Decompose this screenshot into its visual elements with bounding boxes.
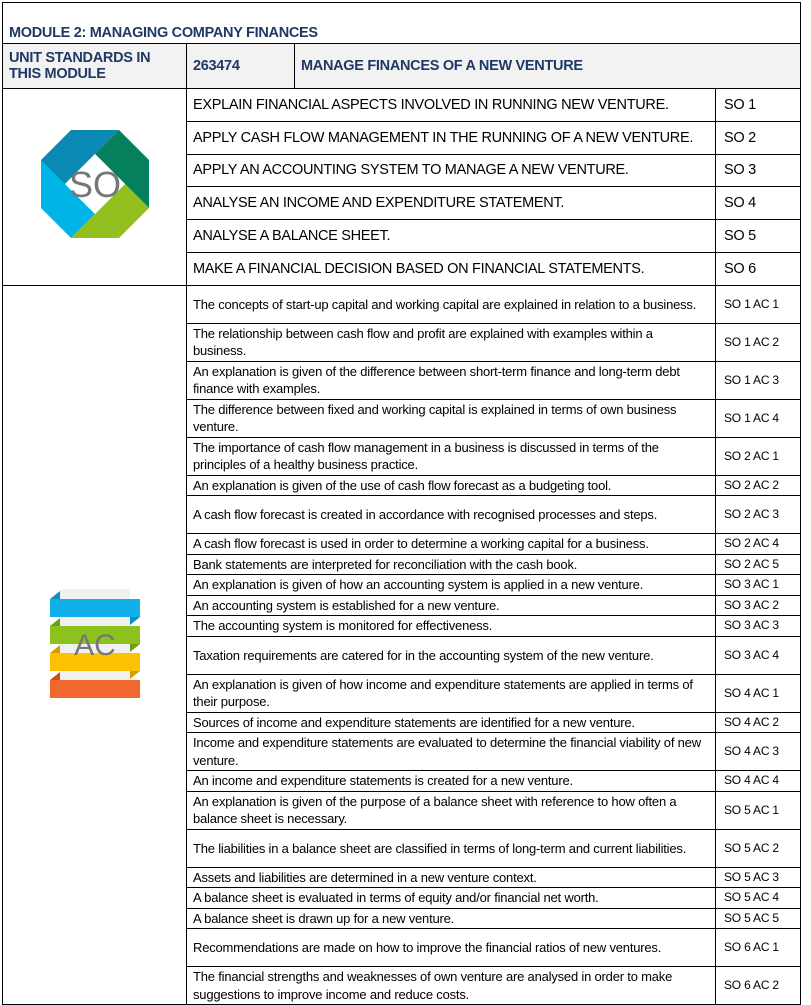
specific-outcome-code: SO 2: [716, 121, 801, 154]
assessment-criterion-text: A balance sheet is evaluated in terms of equity and/or financial net worth.: [187, 888, 716, 909]
specific-outcome-text: APPLY CASH FLOW MANAGEMENT IN THE RUNNING OF A NEW VENTURE.: [187, 121, 716, 154]
assessment-criterion-code: SO 3 AC 4: [716, 636, 801, 674]
assessment-criteria-icon: [45, 585, 145, 700]
assessment-criterion-text: The relationship between cash flow and profit are explained with examples within a business.: [187, 323, 716, 361]
assessment-criterion-code: SO 4 AC 3: [716, 733, 801, 771]
specific-outcome-code: SO 6: [716, 252, 801, 285]
assessment-criterion-text: An income and expenditure statements is created for a new venture.: [187, 771, 716, 792]
specific-outcome-code: SO 1: [716, 89, 801, 122]
specific-outcomes-icon: [35, 124, 155, 244]
assessment-criterion-code: SO 3 AC 1: [716, 575, 801, 596]
assessment-criterion-text: A cash flow forecast is created in accordance with recognised processes and steps.: [187, 496, 716, 534]
assessment-criterion-text: Income and expenditure statements are evaluated to determine the financial viability of new venture.: [187, 733, 716, 771]
ac-icon-cell: [3, 285, 187, 1005]
assessment-criterion-row: [3, 285, 801, 323]
assessment-criterion-text: A balance sheet is drawn up for a new venture.: [187, 908, 716, 929]
assessment-criterion-text: An explanation is given of how an accounting system is applied in a new venture.: [187, 575, 716, 596]
assessment-criterion-code: SO 3 AC 2: [716, 595, 801, 616]
module-table: [2, 2, 801, 1005]
assessment-criterion-text: Bank statements are interpreted for reconciliation with the cash book.: [187, 554, 716, 575]
unit-standard-title: MANAGE FINANCES OF A NEW VENTURE: [295, 44, 801, 89]
assessment-criterion-text: Sources of income and expenditure statements are identified for a new venture.: [187, 712, 716, 733]
assessment-criterion-code: SO 5 AC 2: [716, 829, 801, 867]
assessment-criterion-code: SO 1 AC 2: [716, 323, 801, 361]
assessment-criterion-code: SO 2 AC 1: [716, 437, 801, 475]
assessment-criterion-code: SO 4 AC 4: [716, 771, 801, 792]
assessment-criterion-text: The accounting system is monitored for effectiveness.: [187, 616, 716, 637]
specific-outcome-code: SO 4: [716, 187, 801, 220]
assessment-criterion-text: An explanation is given of the purpose of a balance sheet with reference to how often a balance sheet is necessary.: [187, 791, 716, 829]
assessment-criterion-code: SO 1 AC 4: [716, 399, 801, 437]
assessment-criterion-code: SO 2 AC 4: [716, 534, 801, 555]
assessment-criterion-text: An explanation is given of how income and expenditure statements are applied in terms of their purpose.: [187, 674, 716, 712]
specific-outcome-text: MAKE A FINANCIAL DECISION BASED ON FINANCIAL STATEMENTS.: [187, 252, 716, 285]
assessment-criterion-code: SO 1 AC 1: [716, 285, 801, 323]
assessment-criterion-code: SO 5 AC 4: [716, 888, 801, 909]
assessment-criterion-text: An explanation is given of the use of cash flow forecast as a budgeting tool.: [187, 475, 716, 496]
svg-text:SO: SO: [68, 164, 121, 206]
assessment-criterion-text: Recommendations are made on how to improve the financial ratios of new ventures.: [187, 929, 716, 967]
module-title-row: [3, 3, 801, 44]
assessment-criterion-text: The financial strengths and weaknesses of own venture are analysed in order to make suggestions to improve income and reduce costs.: [187, 967, 716, 1005]
so-icon-cell: [3, 89, 187, 286]
assessment-criterion-code: SO 2 AC 5: [716, 554, 801, 575]
assessment-criterion-text: The concepts of start-up capital and working capital are explained in relation to a business.: [187, 285, 716, 323]
assessment-criterion-code: SO 5 AC 3: [716, 867, 801, 888]
assessment-criterion-code: SO 5 AC 5: [716, 908, 801, 929]
assessment-criterion-text: An explanation is given of the difference between short-term finance and long-term debt finance with examples.: [187, 361, 716, 399]
assessment-criterion-code: SO 5 AC 1: [716, 791, 801, 829]
specific-outcome-text: ANALYSE AN INCOME AND EXPENDITURE STATEMENT.: [187, 187, 716, 220]
unit-standard-code: 263474: [187, 44, 295, 89]
assessment-criterion-text: Assets and liabilities are determined in a new venture context.: [187, 867, 716, 888]
specific-outcome-text: APPLY AN ACCOUNTING SYSTEM TO MANAGE A NEW VENTURE.: [187, 154, 716, 187]
assessment-criterion-code: SO 4 AC 1: [716, 674, 801, 712]
assessment-criterion-code: SO 3 AC 3: [716, 616, 801, 637]
assessment-criterion-code: SO 4 AC 2: [716, 712, 801, 733]
specific-outcome-row: [3, 89, 801, 122]
module-title: MODULE 2: MANAGING COMPANY FINANCES: [3, 3, 801, 44]
assessment-criterion-text: A cash flow forecast is used in order to determine a working capital for a business.: [187, 534, 716, 555]
unit-standards-label: UNIT STANDARDS IN THIS MODULE: [3, 44, 187, 89]
assessment-criterion-code: SO 2 AC 2: [716, 475, 801, 496]
assessment-criterion-text: An accounting system is established for a new venture.: [187, 595, 716, 616]
module-document: [2, 2, 800, 1005]
assessment-criterion-code: SO 6 AC 1: [716, 929, 801, 967]
specific-outcome-code: SO 5: [716, 220, 801, 253]
svg-text:AC: AC: [73, 629, 116, 663]
assessment-criterion-code: SO 2 AC 3: [716, 496, 801, 534]
unit-standard-header-row: [3, 44, 801, 89]
specific-outcome-text: ANALYSE A BALANCE SHEET.: [187, 220, 716, 253]
assessment-criterion-text: The importance of cash flow management in a business is discussed in terms of the principles of a healthy business practice.: [187, 437, 716, 475]
assessment-criterion-text: The difference between fixed and working capital is explained in terms of own business venture.: [187, 399, 716, 437]
assessment-criterion-text: Taxation requirements are catered for in the accounting system of the new venture.: [187, 636, 716, 674]
assessment-criterion-code: SO 1 AC 3: [716, 361, 801, 399]
assessment-criterion-code: SO 6 AC 2: [716, 967, 801, 1005]
specific-outcome-code: SO 3: [716, 154, 801, 187]
assessment-criterion-text: The liabilities in a balance sheet are classified in terms of long-term and current liabilities.: [187, 829, 716, 867]
specific-outcome-text: EXPLAIN FINANCIAL ASPECTS INVOLVED IN RUNNING NEW VENTURE.: [187, 89, 716, 122]
